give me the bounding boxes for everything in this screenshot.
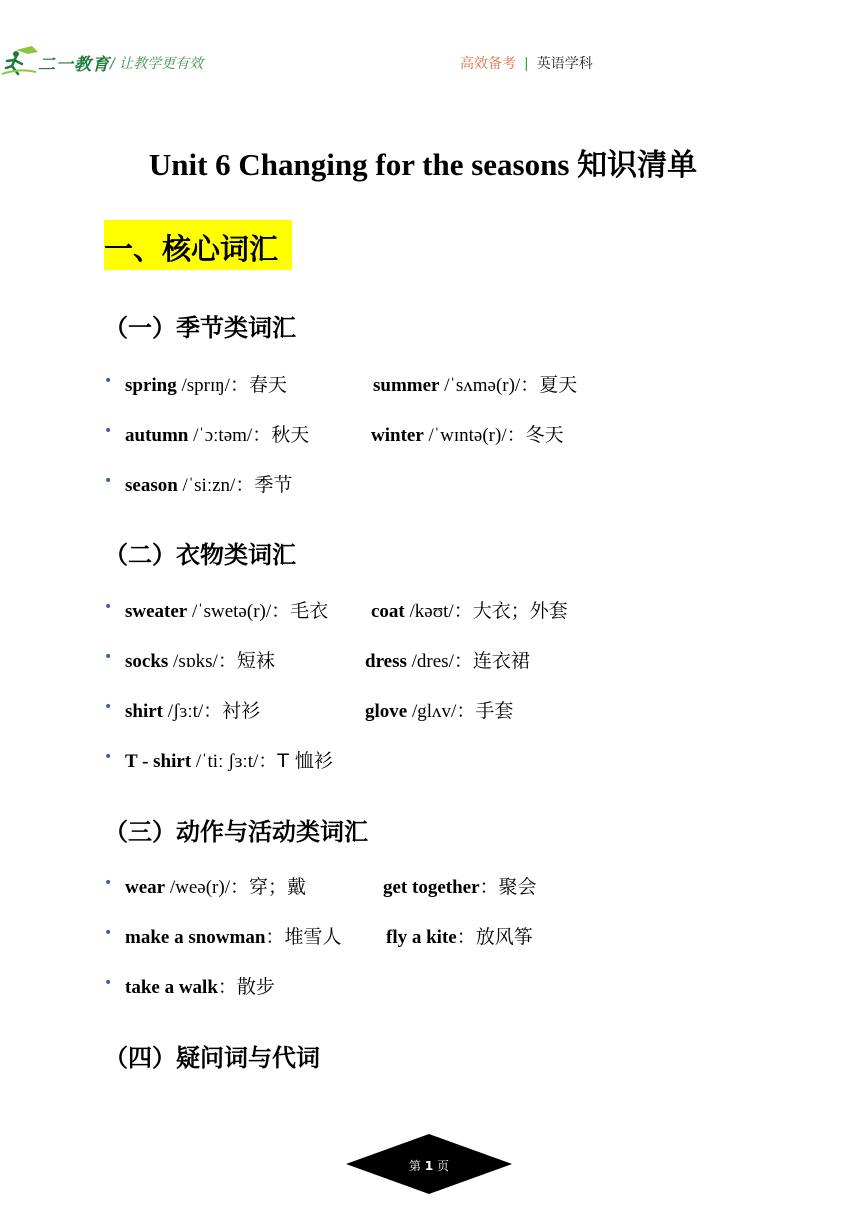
page-number: 第 1 页	[408, 1159, 450, 1173]
vocab-item: wear /weə(r)/：穿；戴	[125, 876, 306, 898]
group-heading: （一）季节类词汇	[104, 314, 296, 342]
vocab-item: spring /sprɪŋ/：春天	[125, 374, 287, 396]
bullet-icon: •	[104, 875, 113, 891]
bullet-icon: •	[104, 473, 113, 489]
page-title	[0, 140, 846, 184]
section-heading: 一、核心词汇	[104, 232, 279, 266]
title-english: Unit 6 Changing for the seasons	[148, 147, 570, 182]
bullet-icon: •	[104, 599, 113, 615]
bullet-icon: •	[104, 975, 113, 991]
vocab-row	[104, 370, 664, 398]
vocab-row	[104, 470, 664, 498]
vocab-item: T - shirt /ˈtiː ʃɜːt/：T 恤衫	[125, 750, 333, 772]
vocab-row	[104, 746, 664, 774]
bullet-icon: •	[104, 925, 113, 941]
bullet-icon: •	[104, 649, 113, 665]
vocab-item: get together：聚会	[383, 876, 537, 898]
vocab-item: coat /kəʊt/：大衣；外套	[371, 600, 568, 622]
vocab-item: take a walk：散步	[125, 976, 275, 998]
header-tag: 高效备考	[460, 56, 516, 72]
logo-text: 二一教育	[38, 55, 110, 75]
vocab-item: socks /sɒks/：短袜	[125, 650, 275, 672]
group-heading: （四）疑问词与代词	[104, 1044, 320, 1072]
header-subject	[460, 53, 593, 73]
vocab-row	[104, 696, 664, 724]
vocab-item: dress /dres/：连衣裙	[365, 650, 530, 672]
vocab-item: fly a kite：放风筝	[386, 926, 533, 948]
header-slogan: / 让教学更有效	[110, 56, 204, 72]
vocab-item: season /ˈsiːzn/：季节	[125, 474, 293, 496]
vocab-item: summer /ˈsʌmə(r)/：夏天	[373, 374, 578, 396]
vocab-row	[104, 922, 664, 950]
group-heading: （二）衣物类词汇	[104, 541, 296, 569]
bullet-icon: •	[104, 373, 113, 389]
bullet-icon: •	[104, 699, 113, 715]
bullet-icon: •	[104, 749, 113, 765]
vocab-item: shirt /ʃɜːt/：衬衫	[125, 700, 261, 722]
vocab-row	[104, 872, 664, 900]
vocab-row	[104, 972, 664, 1000]
vocab-item: autumn /ˈɔːtəm/：秋天	[125, 424, 310, 446]
vocab-row	[104, 420, 664, 448]
page-header	[0, 0, 860, 100]
group-heading: （三）动作与活动类词汇	[104, 818, 368, 846]
vocab-item: make a snowman：堆雪人	[125, 926, 342, 948]
header-subject-label: 英语学科	[536, 56, 593, 72]
vocab-item: glove /glʌv/：手套	[365, 700, 514, 722]
title-chinese: 知识清单	[577, 148, 698, 183]
bullet-icon: •	[104, 423, 113, 439]
vocab-row	[104, 596, 664, 624]
vocab-row	[104, 646, 664, 674]
vocab-item: sweater /ˈswetə(r)/：毛衣	[125, 600, 329, 622]
vocab-item: winter /ˈwɪntə(r)/：冬天	[371, 424, 564, 446]
header-separator: |	[524, 56, 529, 72]
section-heading-highlight	[104, 220, 292, 270]
